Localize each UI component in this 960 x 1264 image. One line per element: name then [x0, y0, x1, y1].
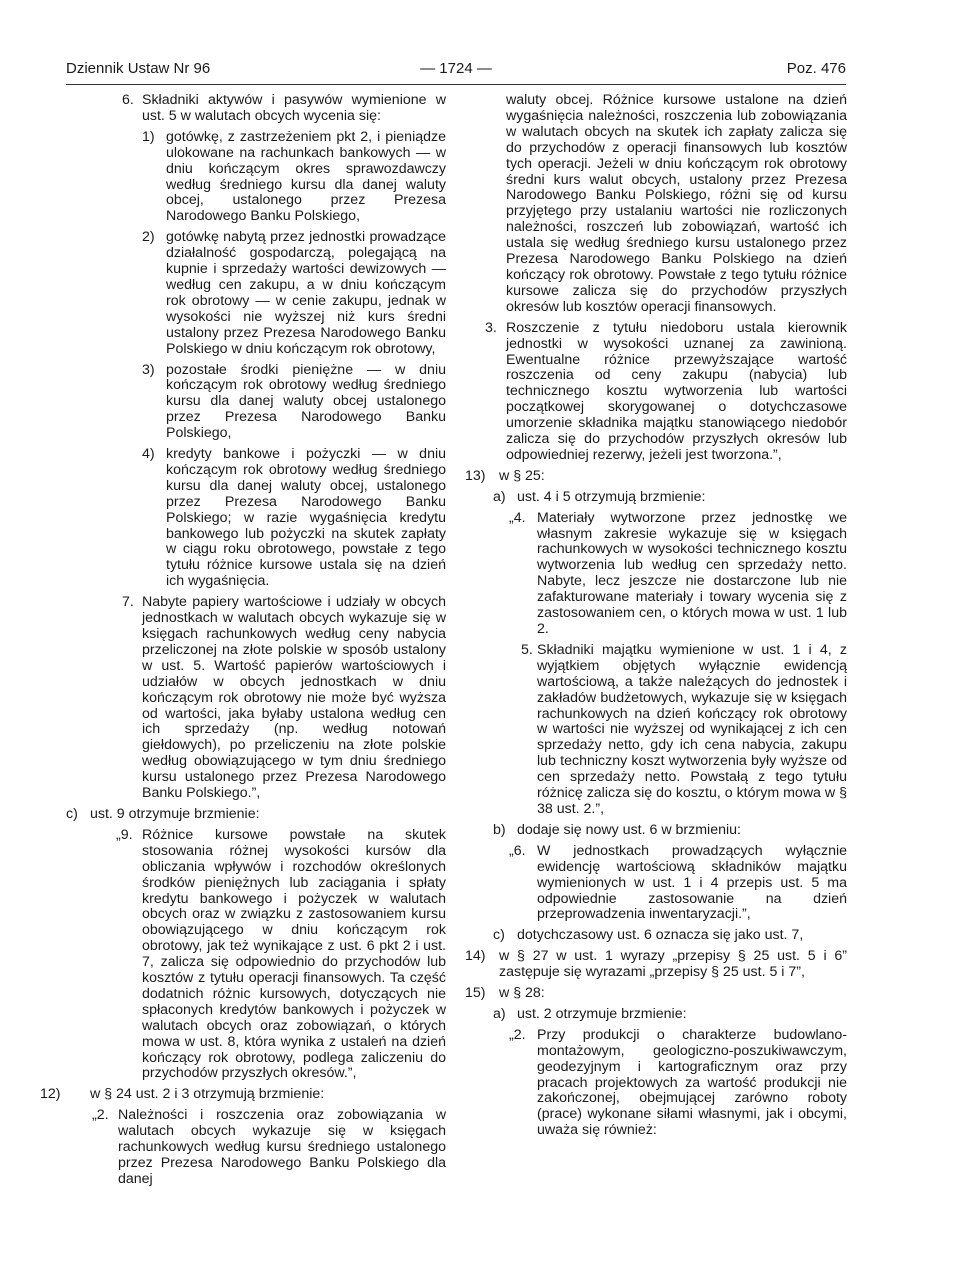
item-3 — [66, 363, 446, 443]
subpoint-c — [66, 807, 446, 823]
right-column — [465, 93, 847, 1144]
point-number: 13) — [465, 467, 486, 484]
point-number: 14) — [465, 948, 486, 965]
paragraph-number: 7. — [122, 594, 134, 611]
subpoint-letter: a) — [493, 488, 506, 505]
paragraph-number: 6. — [122, 92, 134, 108]
subpoint-letter: c) — [66, 805, 78, 822]
item-text: kredyty bankowe i pożyczki — w dniu kończącym rok obrotowy według średniego kursu dla danej waluty obcej, ustalonego przez Prezesa Narodowego Banku Polskiego; w razie wygaśnięcia kredytu bankowego lub pożyczki na skutek zapłaty w ciągu roku obrotowego, powstałe z tego tytułu różnice kursowe ustala się na dzień ich wygaśnięcia. — [166, 446, 446, 590]
point-text: w § 24 ust. 2 i 3 otrzymują brzmienie: — [90, 1086, 325, 1103]
paragraph-2-new — [465, 1028, 847, 1139]
item-number: 2) — [142, 229, 155, 246]
subpoint-letter: c) — [493, 927, 505, 944]
item-text: gotówkę, z zastrzeżeniem pkt 2, i pieniądze ulokowane na rachunkach bankowych — w dniu kończącym okres sprawozdawczy według średniego kursu dla danej waluty obcej, ustalonego przez Prezesa Narodowego Banku Polskiego, — [166, 128, 446, 225]
subpoint-a — [465, 490, 847, 506]
position-number: Poz. 476 — [786, 60, 846, 77]
item-2 — [66, 230, 446, 357]
item-number: 3) — [142, 361, 155, 378]
item-text: pozostałe środki pieniężne — w dniu kończącym rok obrotowy według średniego kursu dla danej waluty obcej ustalonego przez Prezesa Narodowego Banku Polskiego, — [166, 361, 446, 442]
point-14 — [465, 949, 847, 981]
paragraph-9 — [66, 828, 446, 1083]
paragraph-number: 3. — [485, 319, 497, 336]
header-rule — [66, 84, 846, 85]
paragraph-text: Roszczenie z tytułu niedoboru ustala kierownik jednostki w wysokości uznanej za zawinioną. Ewentualne różnice przewyższające wartość roszczenia od ceny zakupu (nabycia) lub technicznego kosztu wytworzenia lub wartości początkowej skorygowanej o dotychczasowe umorzenie składnika majątku stanowiącego niedobór zalicza się do przychodów przyszłych okresów lub odpowiedniej rezerwy, jeżeli jest tworzona.”, — [506, 319, 847, 463]
subpoint-letter: a) — [493, 1005, 506, 1022]
paragraph-2 — [66, 1108, 446, 1188]
point-text: w § 28: — [499, 985, 545, 1002]
paragraph-number: „2. — [92, 1107, 109, 1124]
point-number: 15) — [465, 985, 486, 1002]
journal-title: Dziennik Ustaw Nr 96 — [66, 60, 211, 77]
paragraph-text: Nabyte papiery wartościowe i udziały w obcych jednostkach w walutach obcych wykazuje się w księgach rachunkowych według ceny nabycia przeliczonej na złote polskie w sposób ustalony w ust. 5. Wartość papierów wartościowych i udziałów w obcych jednostkach w dniu kończącym rok obrotowy nie może być wyższa od wartości, jaka byłaby ustalona według cen ich sprzedaży (np. według notowań giełdowych), po przeliczeniu na złote polskie według obowiązującego w tym dniu średniego kursu ustalonego przez Prezesa Narodowego Banku Polskiego.”, — [142, 594, 446, 802]
paragraph-text: W jednostkach prowadzących wyłącznie ewidencję wartościową składników majątku wymienionych w ust. 1 i 4 przepis ust. 5 ma odpowiednie zastosowanie na dzień przeprowadzenia inwentaryzacji.”, — [537, 842, 847, 923]
subpoint-letter: b) — [493, 821, 506, 838]
paragraph-text: Składniki majątku wymienione w ust. 1 i 4, z wyjątkiem objętych wyłącznie ewidencją wartościową, a także należących do jednostek i zakładów budżetowych, wykazuje się w księgach rachunkowych na dzień kończący rok obrotowy w wartości nie wyższej od wynikającej z ich cen sprzedaży netto, gdy ich cena nabycia, zakupu lub techniczny koszt wytworzenia były wyższe od cen sprzedaży netto. Powstałą z tego tytułu różnicę zalicza się do kosztu, o którym mowa w § 38 ust. 2.”, — [537, 641, 847, 817]
point-text: w § 25: — [499, 467, 545, 484]
subpoint-a-2 — [465, 1007, 847, 1023]
paragraph-text: Różnice kursowe powstałe na skutek stosowania różnej wysokości kursów dla obliczania wpływów i rozchodów określonych środków pieniężnych lub zaciągania i spłaty kredytu bankowego i pożyczek w walutach obcych oraz w związku z zastosowaniem kursu obowiązującego w dniu kończącym rok obrotowy, jak też wynikające z ust. 6 pkt 2 i ust. 7, zalicza się odpowiednio do przychodów lub kosztów z tytułu operacji finansowych. Ta część dodatnich różnic kursowych, dotyczących nie spłaconych kredytów bankowych i pożyczek w walutach obcych oraz zobowiązań, o których mowa w ust. 8, która wynika z ustaleń na dzień kończący rok obrotowy, podlega zaliczeniu do przychodów przyszłych okresów.”, — [142, 826, 446, 1082]
paragraph-text: Należności i roszczenia oraz zobowiązania w walutach obcych wykazuje się w księgach rachunkowych według kursu średniego ustalonego przez Prezesa Narodowego Banku Polskiego dla danej — [118, 1107, 446, 1187]
subpoint-b — [465, 823, 847, 839]
point-number: 12) — [40, 1086, 61, 1103]
paragraph-text: Przy produkcji o charakterze budowlano-montażowym, geologiczno-poszukiwawczym, geodezyjnym i kartograficznym oraz przy pracach projektowych za wartość produkcji nie zakończonej, obejmującej zarówno roboty (prace) wykonane siłami własnymi, jak i obcymi, uważa się również: — [537, 1026, 847, 1139]
paragraph-6 — [66, 93, 446, 125]
item-1 — [66, 130, 446, 225]
point-12 — [40, 1086, 446, 1103]
item-number: 4) — [142, 446, 155, 463]
paragraph-number: 5. — [521, 641, 533, 658]
subpoint-text: ust. 9 otrzymuje brzmienie: — [90, 805, 260, 822]
paragraph-continuation — [465, 93, 847, 316]
paragraph-7 — [66, 595, 446, 802]
left-column — [40, 92, 446, 1193]
paragraph-number: „9. — [116, 826, 133, 843]
subpoint-c-right — [465, 928, 847, 944]
subpoint-text: dotychczasowy ust. 6 oznacza się jako ust. 7, — [517, 927, 804, 944]
item-number: 1) — [142, 128, 155, 145]
paragraph-6-new — [465, 844, 847, 924]
point-text: w § 27 w ust. 1 wyrazy „przepisy § 25 ust. 5 i 6” zastępuje się wyrazami „przepisy § 25 ust. 5 i 7”, — [499, 948, 847, 981]
paragraph-4 — [465, 511, 847, 638]
page-number: — 1724 — — [420, 60, 492, 77]
item-text: gotówkę nabytą przez jednostki prowadzące działalność gospodarczą, polegającą na kupnie i sprzedaży wartości dewizowych — według cen zakupu, a w dniu kończącym rok obrotowy — w cenie zakupu, jednak w wysokości nie wyższej niż kurs średni ustalony przez Prezesa Narodowego Banku Polskiego w dniu kończącym rok obrotowy, — [166, 229, 446, 357]
paragraph-text: waluty obcej. Różnice kursowe ustalone na dzień wygaśnięcia należności, roszczenia lub zobowiązania w walutach obcych na skutek ich zapłaty zalicza się do przychodów z operacji finansowych lub kosztów tych operacji. Jeżeli w dniu kończącym rok obrotowy średni kurs walut obcych, ustalony przez Prezesa Narodowego Banku Polskiego, różni się od kursu przyjętego przy ustalaniu wartości nie rozliczonych należności, roszczeń lub zobowiązań, wartość ich ustala się według średniego kursu ustalonego przez Prezesa Narodowego Banku Polskiego na dzień kończący rok obrotowy. Powstałe z tego tytułu różnice kursowe zalicza się do przychodów przyszłych okresów lub kosztów operacji finansowych. — [506, 92, 847, 315]
item-4 — [66, 447, 446, 590]
paragraph-text: Składniki aktywów i pasywów wymienione w ust. 5 w walutach obcych wycenia się: — [142, 92, 446, 124]
paragraph-number: „4. — [509, 509, 526, 526]
subpoint-text: dodaje się nowy ust. 6 w brzmieniu: — [517, 821, 741, 838]
paragraph-number: „6. — [509, 842, 526, 859]
point-15 — [465, 986, 847, 1002]
subpoint-text: ust. 4 i 5 otrzymują brzmienie: — [517, 488, 706, 505]
point-13 — [465, 469, 847, 485]
paragraph-text: Materiały wytworzone przez jednostkę we własnym zakresie wykazuje się w księgach rachunkowych w wysokości technicznego kosztu wytworzenia lub według cen sprzedaży netto. Nabyte, lecz jeszcze nie dostarczone lub nie zafakturowane materiały i towary wycenia się z zastosowaniem cen, o których mowa w ust. 1 lub 2. — [537, 509, 847, 637]
paragraph-number: „2. — [509, 1026, 526, 1043]
paragraph-3 — [465, 321, 847, 464]
subpoint-text: ust. 2 otrzymuje brzmienie: — [517, 1005, 687, 1022]
paragraph-5 — [465, 643, 847, 818]
page-header — [66, 60, 846, 82]
